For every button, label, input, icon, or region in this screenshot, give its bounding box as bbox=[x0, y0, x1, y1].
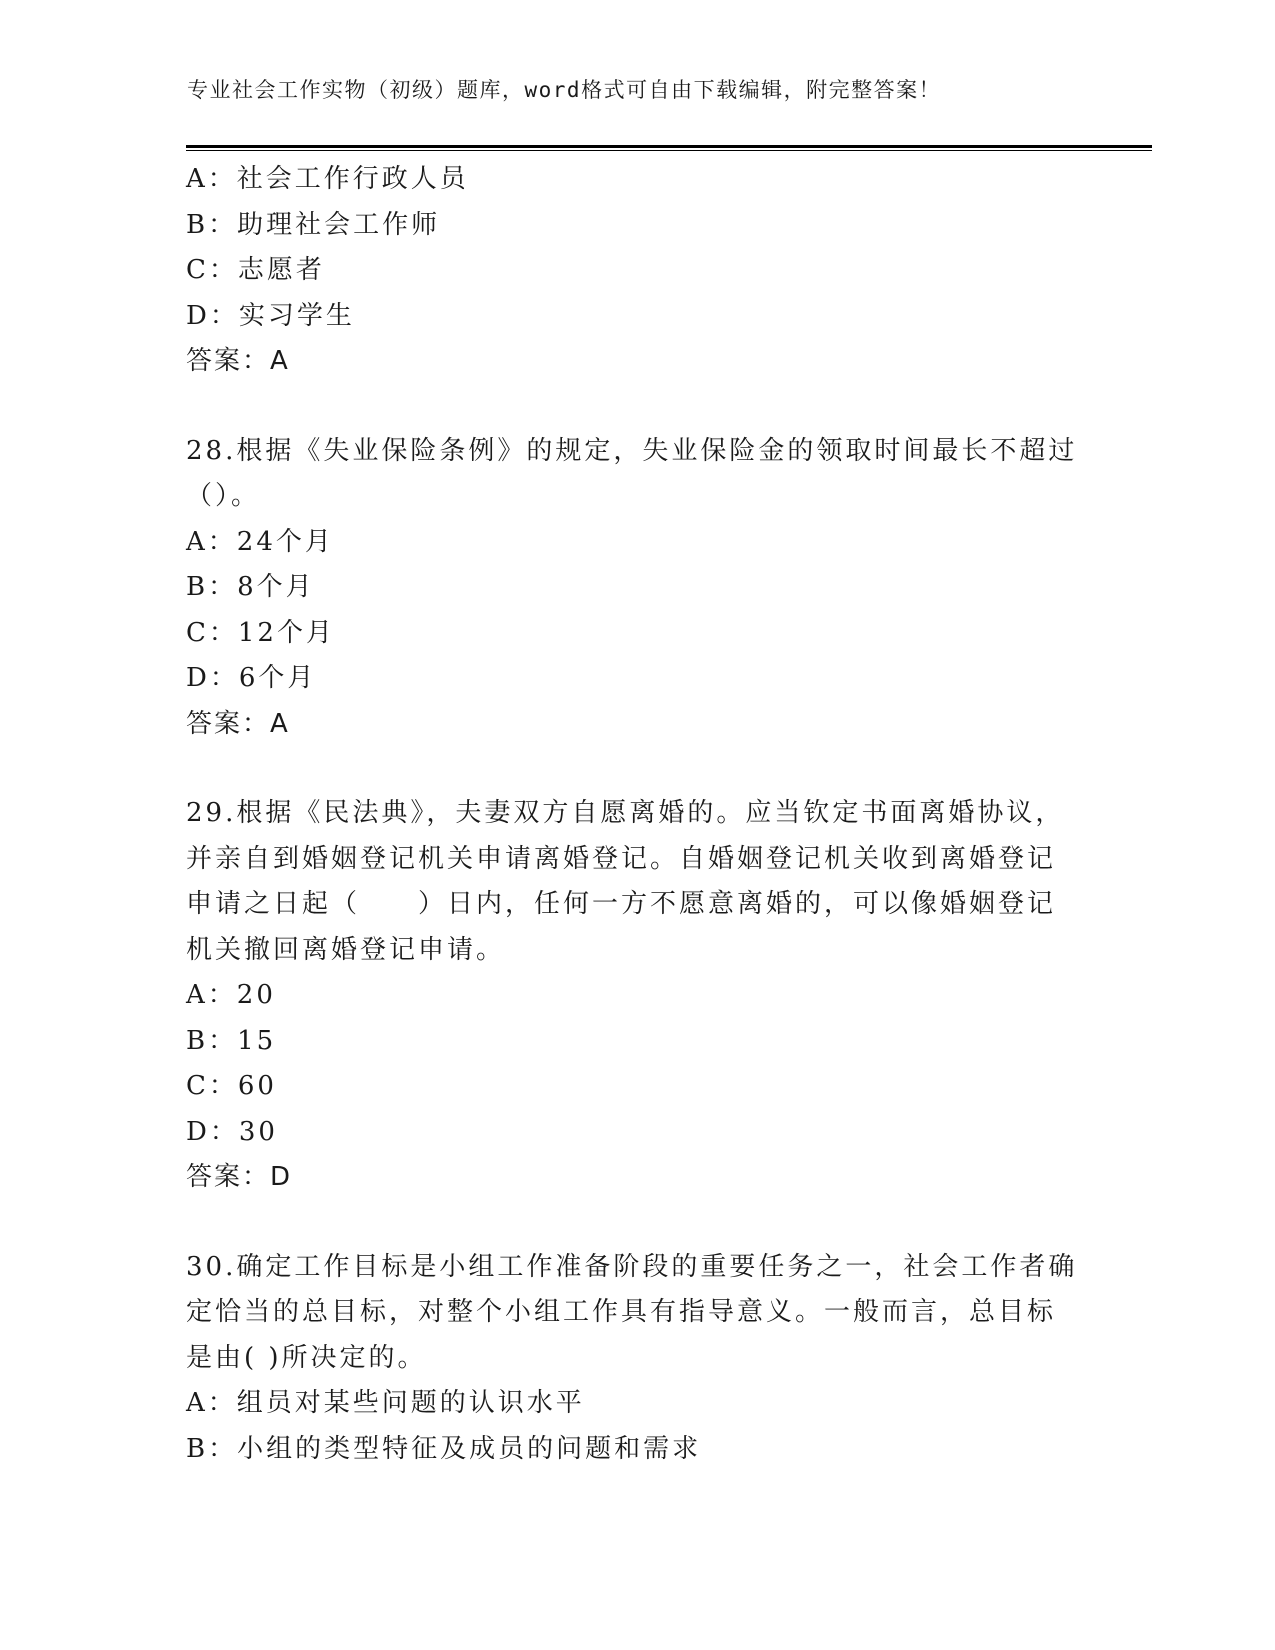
question-text-line: （）。 bbox=[186, 481, 261, 511]
option-b: B：小组的类型特征及成员的问题和需求 bbox=[186, 1433, 702, 1464]
answer-line: 答案：A bbox=[186, 346, 290, 376]
option-d: D：6个月 bbox=[186, 663, 317, 693]
question-text-line: 并亲自到婚姻登记机关申请离婚登记。自婚姻登记机关收到离婚登记 bbox=[186, 843, 1057, 874]
header-divider-thin bbox=[186, 150, 1152, 151]
option-a: A：社会工作行政人员 bbox=[186, 164, 469, 194]
question-30-block bbox=[186, 1245, 1086, 1473]
option-b: B：8个月 bbox=[186, 572, 315, 602]
page-header: 专业社会工作实物（初级）题库，word格式可自由下载编辑，附完整答案！ bbox=[187, 78, 942, 102]
answer-line: 答案：A bbox=[186, 708, 290, 739]
option-c: C：12个月 bbox=[186, 617, 335, 648]
question-28-block bbox=[186, 429, 1086, 748]
option-b: B：助理社会工作师 bbox=[186, 209, 441, 240]
option-a: A：组员对某些问题的认识水平 bbox=[186, 1388, 585, 1418]
option-d: D：30 bbox=[186, 1116, 278, 1147]
option-c: C：60 bbox=[186, 1071, 277, 1101]
option-c: C：志愿者 bbox=[186, 255, 325, 285]
answer-line: 答案：D bbox=[186, 1162, 293, 1192]
question-text-line: 机关撤回离婚登记申请。 bbox=[186, 934, 506, 965]
header-divider-thick bbox=[186, 145, 1152, 148]
option-a: A：20 bbox=[186, 980, 276, 1010]
question-text-line: 29.根据《民法典》，夫妻双方自愿离婚的。应当钦定书面离婚协议， bbox=[186, 798, 1065, 828]
question-content bbox=[186, 157, 1086, 1472]
question-text-line: 申请之日起（ ）日内，任何一方不愿意离婚的，可以像婚姻登记 bbox=[186, 889, 1057, 919]
option-d: D：实习学生 bbox=[186, 300, 355, 331]
option-b: B：15 bbox=[186, 1025, 277, 1056]
question-text-line: 定恰当的总目标，对整个小组工作具有指导意义。一般而言，总目标 bbox=[186, 1297, 1057, 1327]
question-27-block bbox=[186, 157, 1086, 385]
question-29-block bbox=[186, 791, 1086, 1201]
question-text-line: 28.根据《失业保险条例》的规定，失业保险金的领取时间最长不超过 bbox=[186, 435, 1078, 466]
question-text-line: 30.确定工作目标是小组工作准备阶段的重要任务之一，社会工作者确 bbox=[186, 1251, 1078, 1282]
option-a: A：24个月 bbox=[186, 526, 334, 557]
question-text-line: 是由( )所决定的。 bbox=[186, 1342, 427, 1373]
